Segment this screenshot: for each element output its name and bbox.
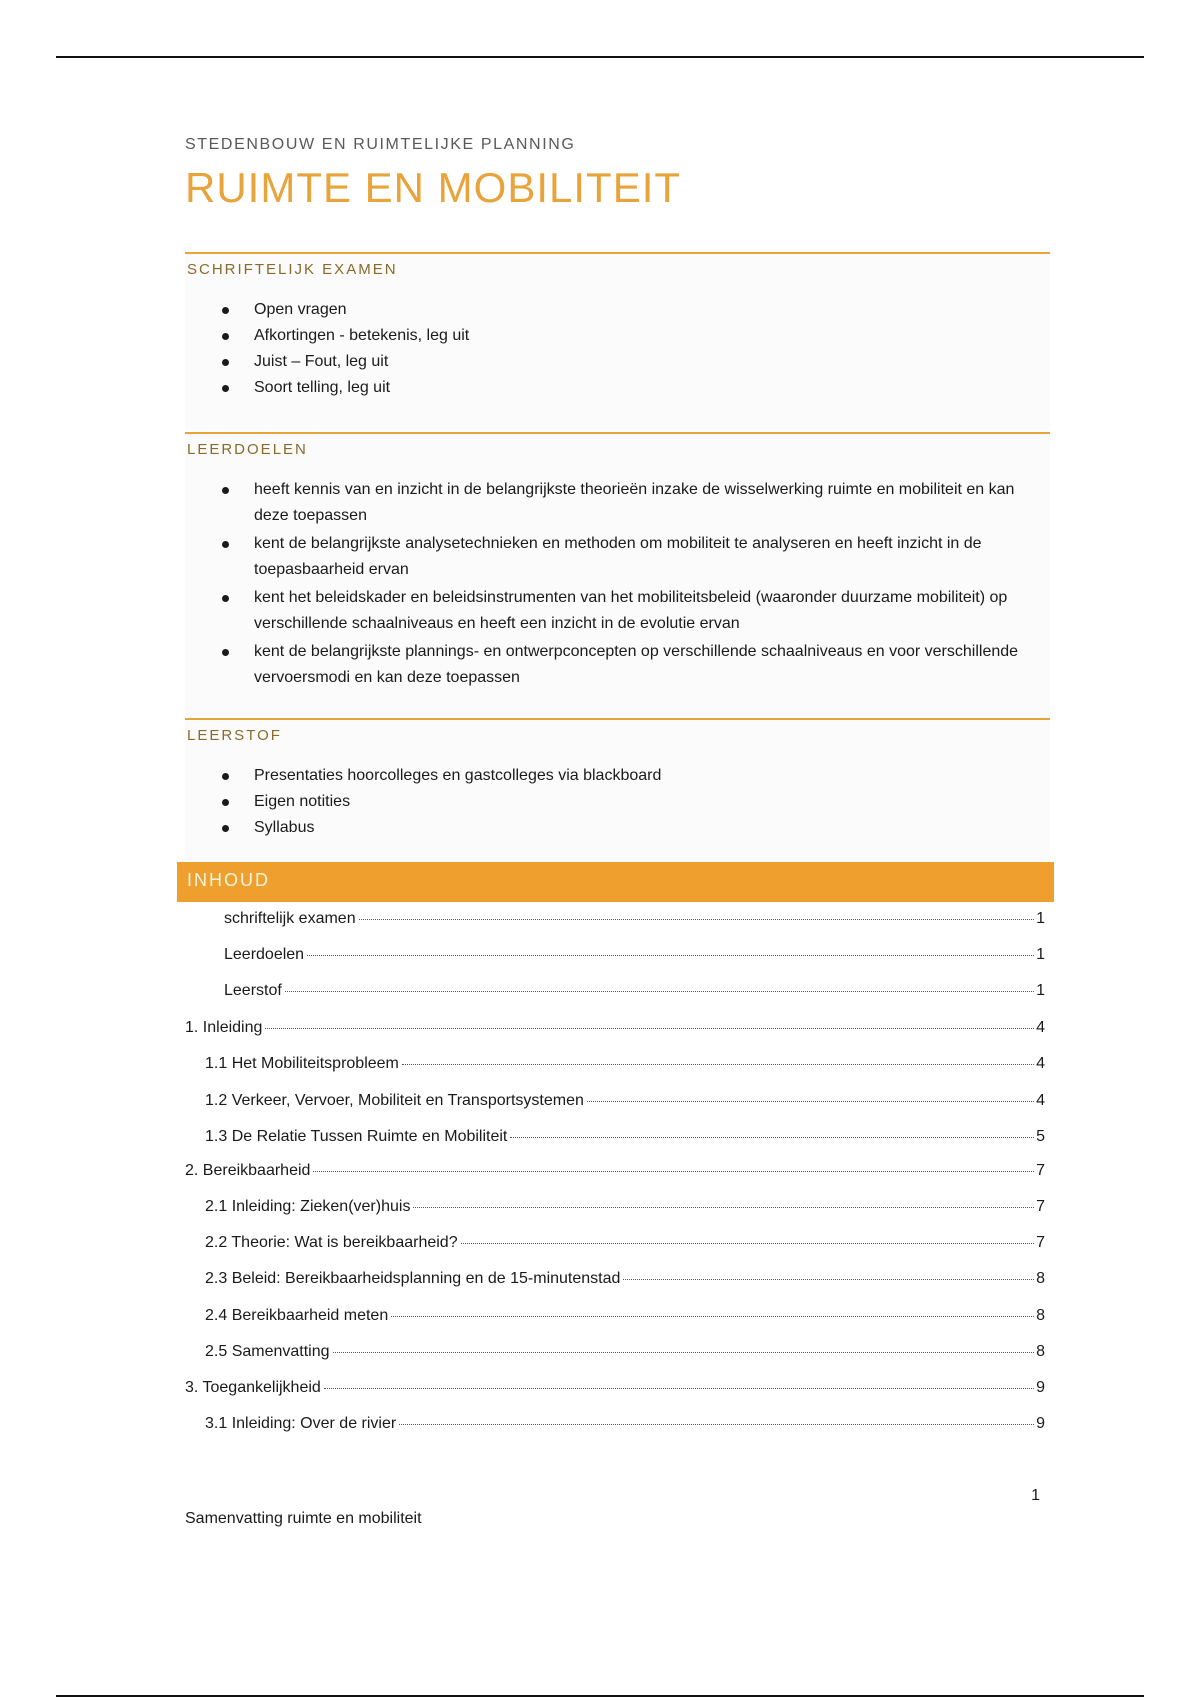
bullet-icon (222, 799, 229, 806)
bullet-icon (222, 359, 229, 366)
toc-entry[interactable]: 3.1 Inleiding: Over de rivier 9 (205, 1415, 1045, 1432)
dot-leader (333, 1352, 1035, 1353)
list-item: kent de belangrijkste analysetechnieken en methoden om mobiliteit te analyseren en heeft inzicht in de toepasbaarheid ervan (185, 531, 1050, 583)
top-rule (56, 56, 1144, 58)
section-heading: LEERDOELEN (187, 441, 308, 458)
toc-entry[interactable]: 2. Bereikbaarheid 7 (185, 1162, 1045, 1179)
section-goals (185, 432, 1050, 716)
bottom-rule (56, 1695, 1144, 1697)
dot-leader (359, 919, 1034, 920)
section-heading: SCHRIFTELIJK EXAMEN (187, 261, 398, 278)
toc-entry[interactable]: Leerstof 1 (224, 982, 1045, 999)
dot-leader (391, 1316, 1034, 1317)
bullet-icon (222, 307, 229, 314)
list-item: Juist – Fout, leg uit (185, 349, 1050, 375)
list-item: Open vragen (185, 297, 1050, 323)
section-exam (185, 252, 1050, 430)
list-item: Afkortingen - betekenis, leg uit (185, 323, 1050, 349)
toc-entry[interactable]: 2.3 Beleid: Bereikbaarheidsplanning en de 15-minutenstad 8 (205, 1270, 1045, 1287)
toc-entry[interactable]: 1.2 Verkeer, Vervoer, Mobiliteit en Transportsystemen 4 (205, 1092, 1045, 1109)
toc-entry[interactable]: 2.1 Inleiding: Zieken(ver)huis 7 (205, 1198, 1045, 1215)
goals-list (185, 477, 1050, 691)
dot-leader (402, 1064, 1034, 1065)
list-item: Presentaties hoorcolleges en gastcolleges via blackboard (185, 763, 1050, 789)
bullet-icon (222, 333, 229, 340)
dot-leader (413, 1207, 1034, 1208)
dot-leader (313, 1171, 1034, 1172)
toc-entry[interactable]: 3. Toegankelijkheid 9 (185, 1379, 1045, 1396)
list-item: Syllabus (185, 815, 1050, 841)
dot-leader (324, 1388, 1034, 1389)
dot-leader (285, 991, 1034, 992)
bullet-icon (222, 595, 229, 602)
list-item: kent het beleidskader en beleidsinstrumenten van het mobiliteitsbeleid (waaronder duurzame mobiliteit) op verschillende schaalniveaus en heeft een inzicht in de evolutie ervan (185, 585, 1050, 637)
dot-leader (510, 1137, 1034, 1138)
toc-entry[interactable]: 2.4 Bereikbaarheid meten 8 (205, 1307, 1045, 1324)
bullet-icon (222, 649, 229, 656)
bullet-icon (222, 825, 229, 832)
list-item: kent de belangrijkste plannings- en ontwerpconcepten op verschillende schaalniveaus en voor verschillende vervoersmodi en kan deze toepassen (185, 639, 1050, 691)
material-list (185, 763, 1050, 841)
dot-leader (265, 1028, 1034, 1029)
bullet-icon (222, 773, 229, 780)
dot-leader (587, 1101, 1034, 1102)
toc-heading: INHOUD (177, 862, 1054, 902)
bullet-icon (222, 385, 229, 392)
document-subtitle: STEDENBOUW EN RUIMTELIJKE PLANNING (185, 136, 576, 153)
toc-entry[interactable]: 1.1 Het Mobiliteitsprobleem 4 (205, 1055, 1045, 1072)
exam-list (185, 297, 1050, 401)
toc-entry[interactable]: 1.3 De Relatie Tussen Ruimte en Mobiliteit 5 (205, 1128, 1045, 1145)
toc-entry[interactable]: Leerdoelen 1 (224, 946, 1045, 963)
section-material (185, 718, 1050, 860)
bullet-icon (222, 487, 229, 494)
list-item: Eigen notities (185, 789, 1050, 815)
page-number: 1 (1031, 1487, 1040, 1504)
dot-leader (623, 1279, 1034, 1280)
toc-entry[interactable]: 1. Inleiding 4 (185, 1019, 1045, 1036)
dot-leader (399, 1424, 1034, 1425)
dot-leader (307, 955, 1034, 956)
toc-entry[interactable]: 2.2 Theorie: Wat is bereikbaarheid? 7 (205, 1234, 1045, 1251)
toc-entry[interactable]: schriftelijk examen 1 (224, 910, 1045, 927)
dot-leader (461, 1243, 1035, 1244)
list-item: heeft kennis van en inzicht in de belangrijkste theorieën inzake de wisselwerking ruimte en mobiliteit en kan deze toepassen (185, 477, 1050, 529)
footer-text: Samenvatting ruimte en mobiliteit (185, 1510, 422, 1527)
section-heading: LEERSTOF (187, 727, 282, 744)
bullet-icon (222, 541, 229, 548)
list-item: Soort telling, leg uit (185, 375, 1050, 401)
document-title: RUIMTE EN MOBILITEIT (185, 164, 682, 211)
toc-entry[interactable]: 2.5 Samenvatting 8 (205, 1343, 1045, 1360)
